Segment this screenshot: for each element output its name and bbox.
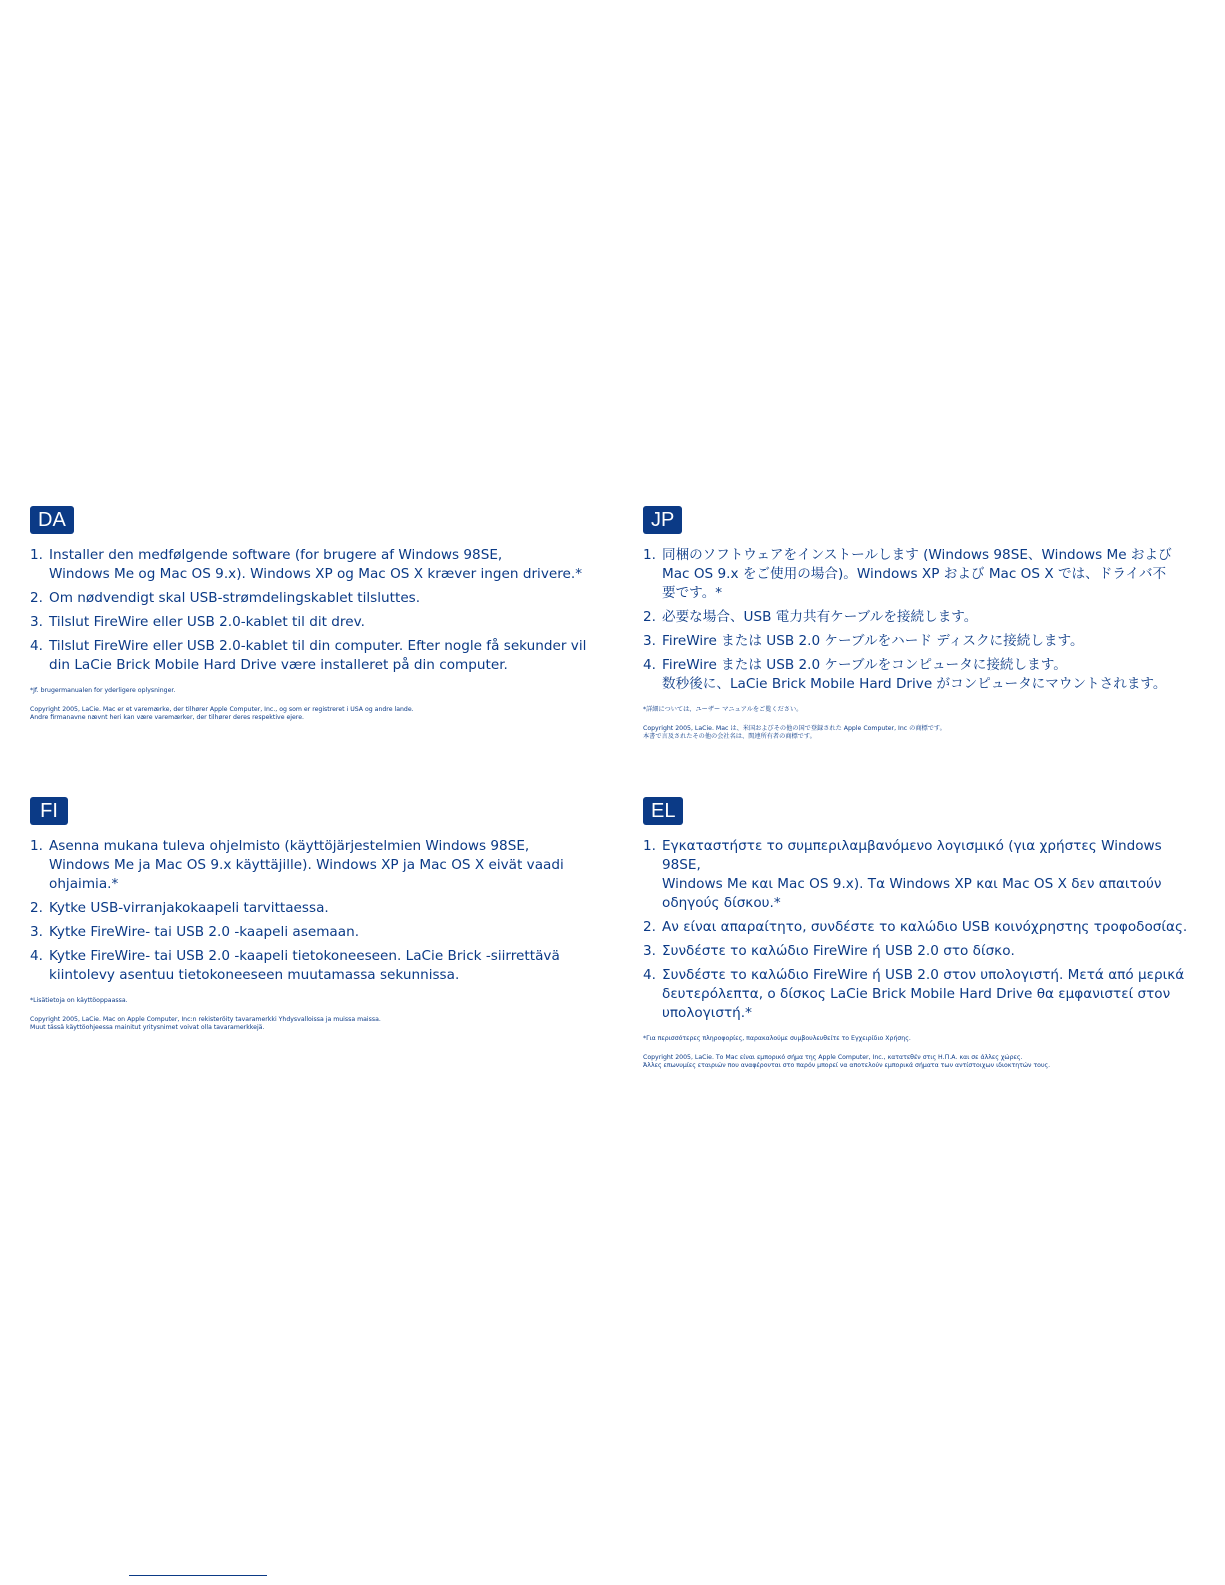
step-text: Windows Me και Mac OS 9.x). Τα Windows XP και Mac OS X δεν απαιτούν: [662, 876, 1162, 892]
step-text: Asenna mukana tuleva ohjelmisto (käyttöjärjestelmien Windows 98SE,: [49, 838, 530, 854]
step-text: 同梱のソフトウェアをインストールします (Windows 98SE、Windows Me および: [662, 547, 1172, 563]
language-badge-da: DA: [30, 506, 74, 534]
step-text: Mac OS 9.x をご使用の場合)。Windows XP および Mac OS X では、ドライバ不: [662, 566, 1167, 582]
copyright-el: [643, 1054, 1203, 1070]
copyright-line: Copyright 2005, LaCie. Mac は、米国およびその他の国で登録された Apple Computer, Inc の商標です。: [643, 725, 946, 732]
step-text: Kytke USB-virranjakokaapeli tarvittaessa.: [49, 900, 329, 916]
step-text: Windows Me og Mac OS 9.x). Windows XP og Mac OS X kræver ingen drivere.*: [49, 566, 583, 582]
step-text: οδηγούς δίσκου.*: [662, 895, 781, 911]
step-item: [30, 837, 590, 894]
section-da: [30, 506, 590, 722]
step-number: 4.: [30, 638, 43, 654]
copyright-fi: [30, 1016, 590, 1032]
step-text: Om nødvendigt skal USB-strømdelingskablet tilsluttes.: [49, 590, 421, 606]
step-text: Installer den medfølgende software (for brugere af Windows 98SE,: [49, 547, 503, 563]
step-item: [643, 942, 1203, 961]
step-item: [30, 947, 590, 985]
step-item: [643, 656, 1203, 694]
step-text: Kytke FireWire- tai USB 2.0 -kaapeli asemaan.: [49, 924, 360, 940]
step-number: 3.: [30, 614, 43, 630]
step-item: [30, 923, 590, 942]
section-fi: [30, 797, 590, 1032]
copyright-jp: [643, 725, 1203, 741]
step-text: Αν είναι απαραίτητο, συνδέστε το καλώδιο USB κοινόχρηστης τροφοδοσίας.: [662, 919, 1188, 935]
step-text: 要です。*: [662, 585, 723, 601]
step-number: 3.: [30, 924, 43, 940]
step-text: FireWire または USB 2.0 ケーブルをハード ディスクに接続します。: [662, 633, 1084, 649]
language-badge-jp: JP: [643, 506, 682, 534]
step-text: Windows Me ja Mac OS 9.x käyttäjille). Windows XP ja Mac OS X eivät vaadi: [49, 857, 564, 873]
step-item: [30, 613, 590, 632]
copyright-line: 本書で言及されたその他の会社名は、関連所有者の商標です。: [643, 733, 816, 740]
steps-list-da: [30, 546, 590, 675]
footnote-el: *Για περισσότερες πληροφορίες, παρακαλούμε συμβουλευθείτε το Εγχειρίδιο Χρήσης.: [643, 1035, 911, 1042]
section-jp: [643, 506, 1203, 741]
step-text: Συνδέστε το καλώδιο FireWire ή USB 2.0 στο δίσκο.: [662, 943, 1015, 959]
step-number: 2.: [643, 609, 656, 625]
step-text: Kytke FireWire- tai USB 2.0 -kaapeli tietokoneeseen. LaCie Brick -siirrettävä: [49, 948, 560, 964]
step-text: Tilslut FireWire eller USB 2.0-kablet til din computer. Efter nogle få sekunder vil: [49, 638, 587, 654]
footnote-fi: *Lisätietoja on käyttöoppaassa.: [30, 997, 128, 1004]
step-number: 4.: [643, 967, 656, 983]
steps-list-jp: [643, 546, 1203, 694]
step-number: 2.: [30, 590, 43, 606]
step-item: [30, 637, 590, 675]
copyright-line: Copyright 2005, LaCie. Το Mac είναι εμπορικό σήμα της Apple Computer, Inc., κατατεθέν στις Η.Π.Α. και σε άλλες χώρες.: [643, 1054, 1023, 1061]
step-text: Tilslut FireWire eller USB 2.0-kablet til dit drev.: [49, 614, 365, 630]
footnote-jp: *詳細については、ユーザー マニュアルをご覧ください。: [643, 706, 803, 713]
step-text: 必要な場合、USB 電力共有ケーブルを接続します。: [662, 609, 978, 625]
bottom-divider: [129, 1575, 267, 1576]
copyright-da: [30, 706, 590, 722]
step-item: [30, 546, 590, 584]
step-item: [643, 608, 1203, 627]
copyright-line: Άλλες επωνυμίες εταιριών που αναφέρονται στο παρόν μπορεί να αποτελούν εμπορικά σήματα των αντίστοιχων ιδιοκτητών τους.: [643, 1062, 1051, 1069]
step-number: 2.: [30, 900, 43, 916]
step-text: FireWire または USB 2.0 ケーブルをコンピュータに接続します。: [662, 657, 1067, 673]
step-item: [643, 546, 1203, 603]
step-text: υπολογιστή.*: [662, 1005, 752, 1021]
step-number: 1.: [643, 547, 656, 563]
step-text: din LaCie Brick Mobile Hard Drive være installeret på din computer.: [49, 657, 508, 673]
step-text: kiintolevy asentuu tietokoneeseen muutamassa sekunnissa.: [49, 967, 460, 983]
steps-list-fi: [30, 837, 590, 985]
step-item: [643, 918, 1203, 937]
step-item: [30, 899, 590, 918]
step-number: 1.: [30, 838, 43, 854]
copyright-line: Muut tässä käyttöohjeessa mainitut yritysnimet voivat olla tavaramerkkejä.: [30, 1024, 265, 1031]
step-number: 2.: [643, 919, 656, 935]
section-el: [643, 797, 1203, 1070]
step-text: Εγκαταστήστε το συμπεριλαμβανόμενο λογισμικό (για χρήστες Windows 98SE,: [662, 838, 1162, 873]
step-text: δευτερόλεπτα, ο δίσκος LaCie Brick Mobile Hard Drive θα εμφανιστεί στον: [662, 986, 1171, 1002]
step-number: 4.: [643, 657, 656, 673]
step-item: [30, 589, 590, 608]
step-text: 数秒後に、LaCie Brick Mobile Hard Drive がコンピュータにマウントされます。: [662, 676, 1167, 692]
language-badge-fi: FI: [30, 797, 68, 825]
step-text: ohjaimia.*: [49, 876, 119, 892]
step-text: Συνδέστε το καλώδιο FireWire ή USB 2.0 στον υπολογιστή. Μετά από μερικά: [662, 967, 1185, 983]
step-number: 1.: [30, 547, 43, 563]
step-item: [643, 837, 1203, 913]
language-badge-el: EL: [643, 797, 683, 825]
steps-list-el: [643, 837, 1203, 1023]
step-number: 3.: [643, 633, 656, 649]
step-number: 1.: [643, 838, 656, 854]
copyright-line: Andre firmanavne nævnt heri kan være varemærker, der tilhører deres respektive ejere.: [30, 714, 304, 721]
footnote-da: *Jf. brugermanualen for yderligere oplysninger.: [30, 687, 176, 694]
step-number: 4.: [30, 948, 43, 964]
step-item: [643, 966, 1203, 1023]
copyright-line: Copyright 2005, LaCie. Mac er et varemærke, der tilhører Apple Computer, Inc., og som er registreret i USA og andre lande.: [30, 706, 414, 713]
step-item: [643, 632, 1203, 651]
copyright-line: Copyright 2005, LaCie. Mac on Apple Computer, Inc:n rekisteröity tavaramerkki Yhdysvalloissa ja muissa maissa.: [30, 1016, 381, 1023]
step-number: 3.: [643, 943, 656, 959]
